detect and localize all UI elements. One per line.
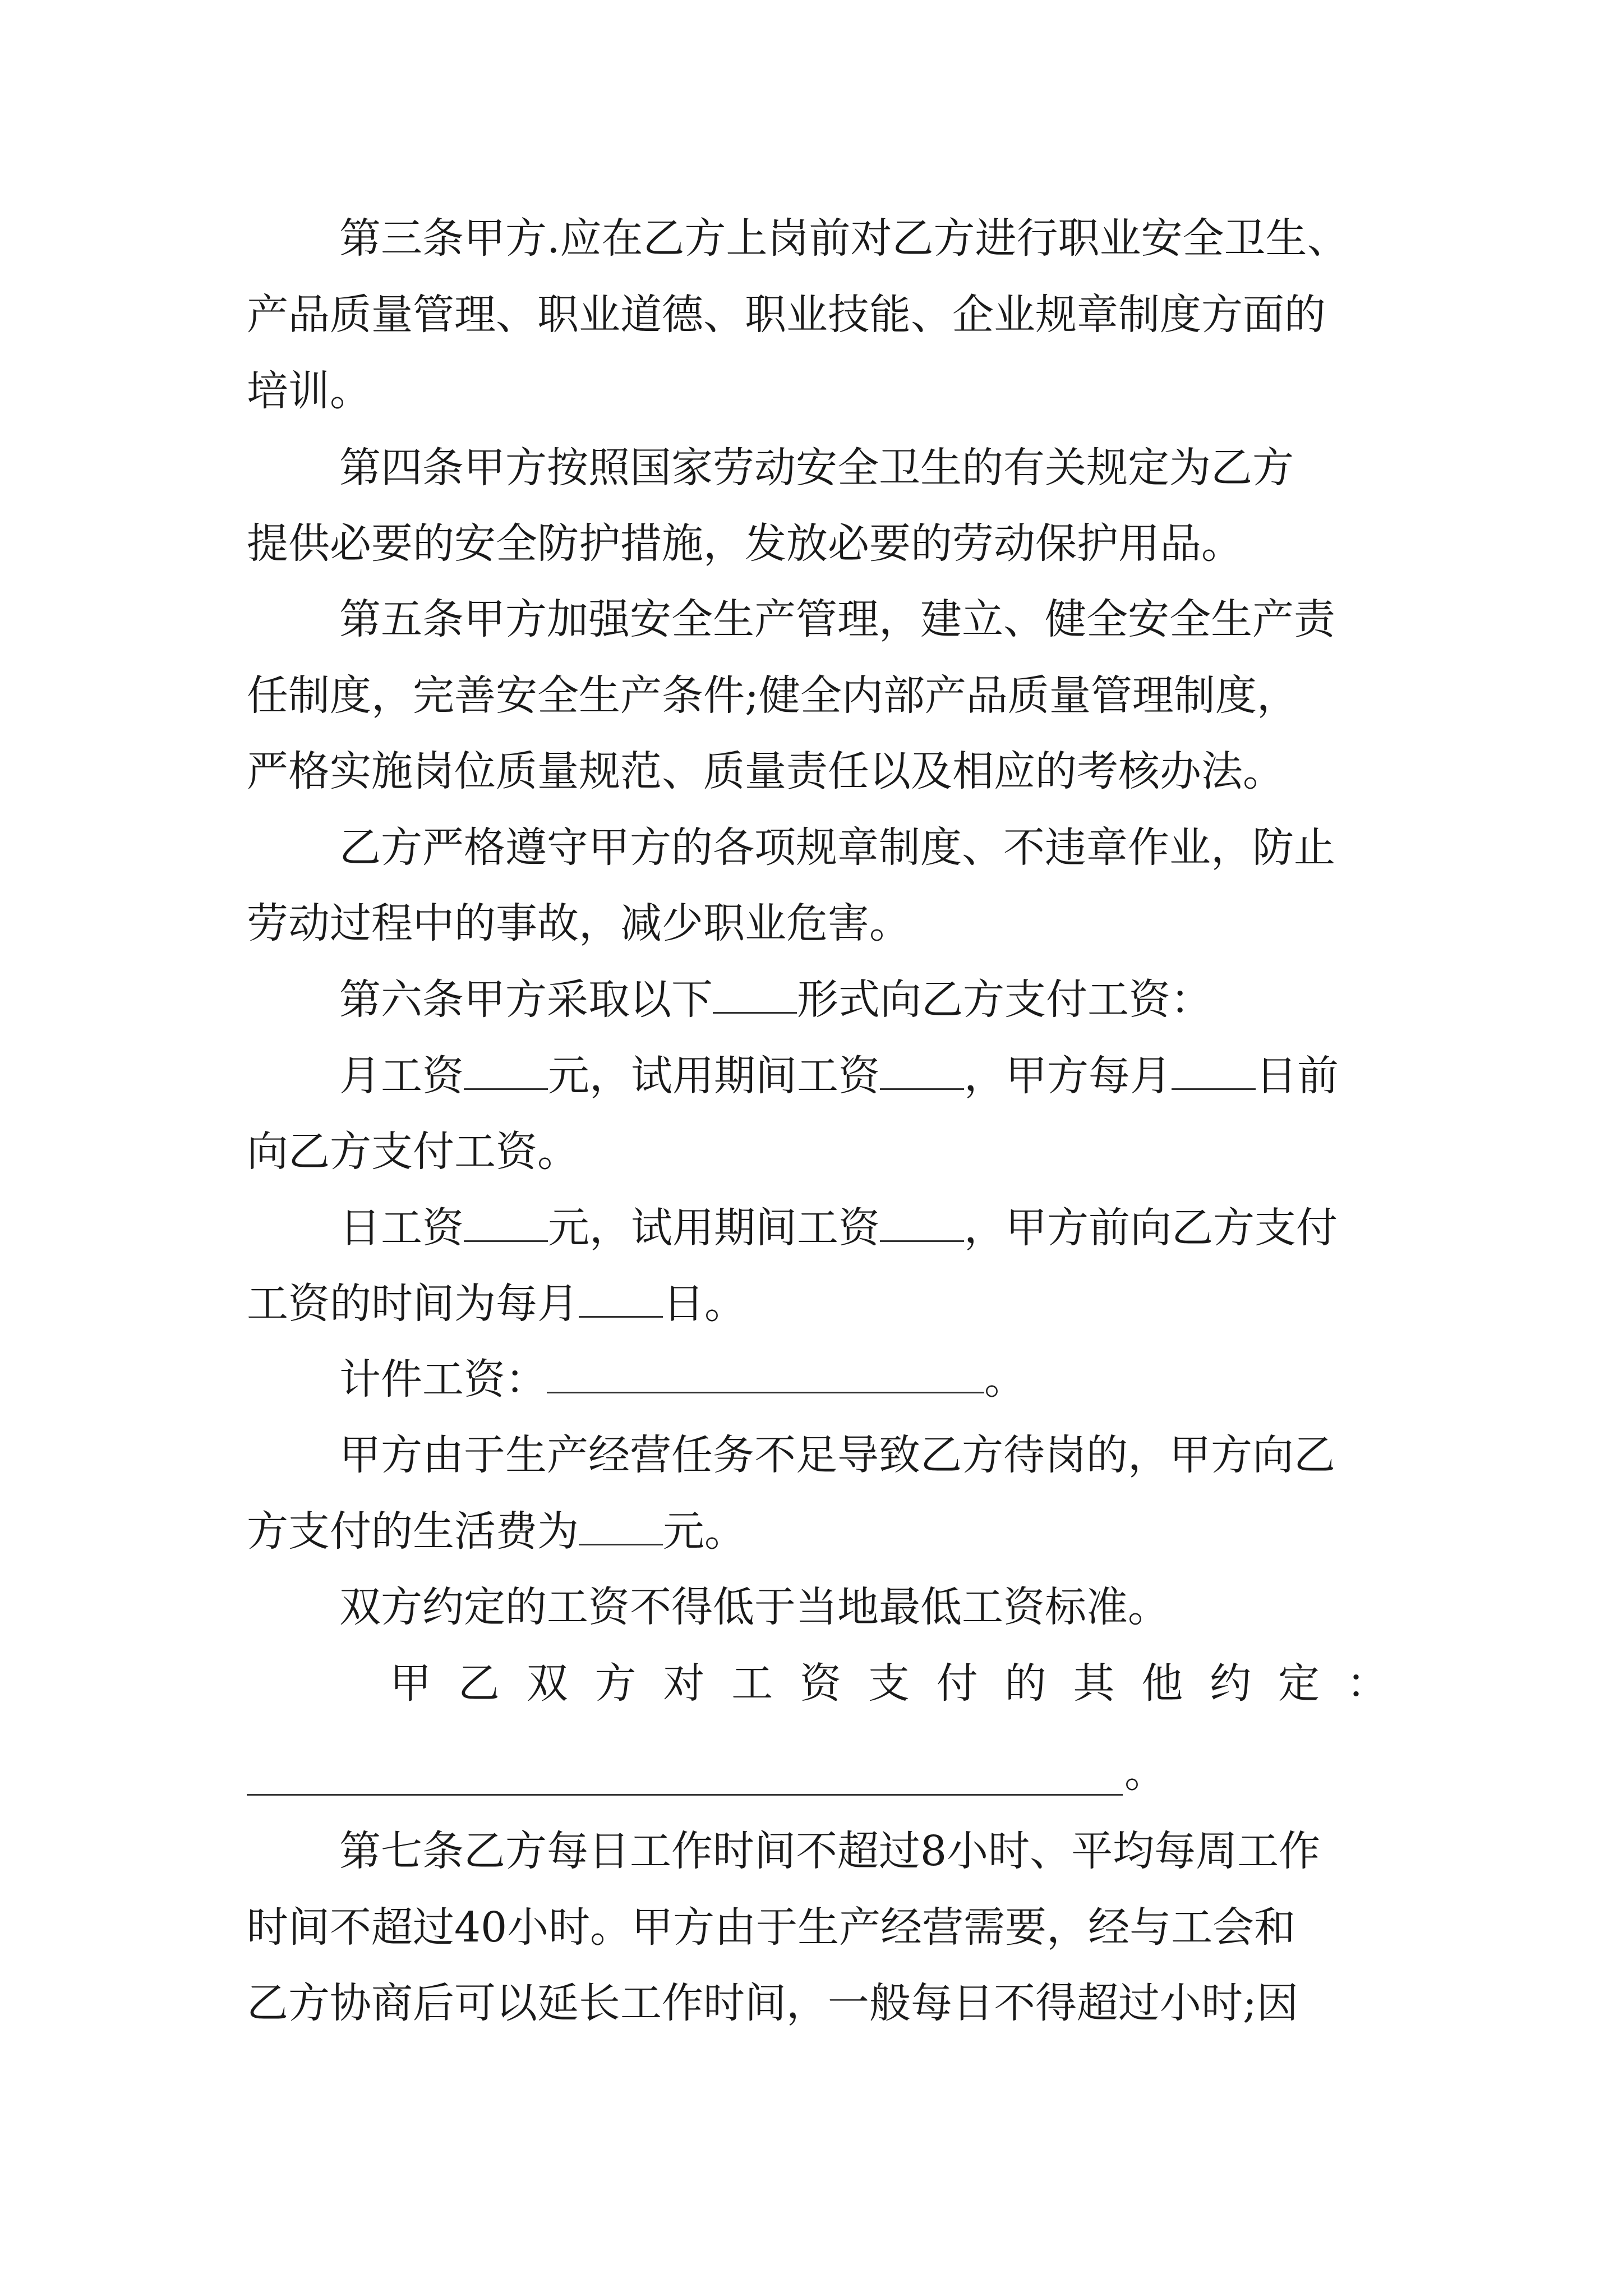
other-agreement-line: [390, 1658, 1388, 1709]
article-6-line: [339, 974, 1212, 1025]
text-char: 的: [1004, 1659, 1046, 1708]
text-segment: 。: [1124, 1749, 1166, 1797]
fill-blank: [547, 1357, 984, 1393]
text-char: 甲: [390, 1659, 431, 1708]
text-char: 资: [800, 1659, 842, 1708]
fill-blank: [880, 1205, 964, 1242]
text-segment: 日前: [1256, 1052, 1339, 1100]
text-char: 支: [868, 1659, 910, 1708]
text-line: 乙方严格遵守甲方的各项规章制度、不违章作业，防止: [339, 823, 1335, 872]
text-segment: ，甲方前向乙方支付: [964, 1204, 1338, 1252]
fill-blank: [464, 1205, 548, 1242]
text-segment: 元，试用期间工资: [548, 1052, 880, 1100]
text-char: 乙: [458, 1659, 500, 1708]
fill-blank-long: [247, 1794, 1123, 1796]
text-char: 方: [594, 1659, 637, 1708]
fill-blank: [464, 1053, 548, 1090]
text-segment: 工资的时间为每月: [247, 1280, 579, 1328]
text-segment: 方支付的生活费为: [247, 1507, 579, 1556]
piece-wage-line: [339, 1354, 1026, 1405]
text-line: 乙方协商后可以延长工作时间，一般每日不得超过小时;因: [247, 1979, 1298, 2027]
text-line: 提供必要的安全防护措施，发放必要的劳动保护用品。: [247, 519, 1243, 568]
text-segment: 元，试用期间工资: [548, 1204, 880, 1252]
text-line: 时间不超过40小时。甲方由于生产经营需要，经与工会和: [247, 1903, 1296, 1952]
monthly-wage-line: [339, 1051, 1339, 1101]
text-line: 甲方由于生产经营任务不足导致乙方待岗的，甲方向乙: [339, 1431, 1335, 1479]
text-char: 定: [1278, 1659, 1320, 1708]
daily-wage-line: [339, 1203, 1338, 1253]
text-segment: 月工资: [339, 1052, 464, 1100]
text-line: 双方约定的工资不得低于当地最低工资标准。: [339, 1583, 1169, 1631]
text-char: 对: [663, 1659, 705, 1708]
text-line: 第五条甲方加强安全生产管理，建立、健全安全生产责: [339, 595, 1335, 643]
fill-blank: [579, 1509, 663, 1545]
text-segment: 。: [984, 1355, 1026, 1404]
text-segment: 元。: [663, 1507, 746, 1556]
text-char: 工: [731, 1659, 773, 1708]
text-segment: 第六条甲方采取以下: [339, 976, 713, 1024]
fill-blank: [579, 1281, 663, 1318]
text-char: 他: [1141, 1659, 1183, 1708]
text-char: 其: [1073, 1659, 1115, 1708]
text-segment: 日。: [663, 1280, 746, 1328]
daily-wage-cont-line: [247, 1278, 746, 1329]
text-char: 约: [1210, 1659, 1252, 1708]
text-segment: 日工资: [339, 1204, 464, 1252]
standby-cont-line: [247, 1506, 746, 1557]
text-line: 严格实施岗位质量规范、质量责任以及相应的考核办法。: [247, 747, 1284, 795]
text-line: 任制度，完善安全生产条件;健全内部产品质量管理制度，: [247, 671, 1298, 720]
text-char: ：: [1346, 1659, 1388, 1708]
fill-blank: [713, 977, 797, 1014]
text-line: 第三条甲方.应在乙方上岗前对乙方进行职业安全卫生、: [339, 214, 1349, 263]
text-line: 向乙方支付工资。: [247, 1128, 579, 1176]
text-char: 付: [936, 1659, 978, 1708]
fill-blank: [1172, 1053, 1256, 1090]
text-line: 第四条甲方按照国家劳动安全卫生的有关规定为乙方: [339, 444, 1294, 492]
text-line: 产品质量管理、职业道德、职业技能、企业规章制度方面的: [247, 291, 1326, 339]
text-segment: ，甲方每月: [964, 1052, 1172, 1100]
text-line: 第七条乙方每日工作时间不超过8小时、平均每周工作: [339, 1827, 1321, 1875]
text-line: 培训。: [247, 367, 371, 415]
text-line: 劳动过程中的事故，减少职业危害。: [247, 899, 911, 947]
text-segment: 计件工资：: [339, 1355, 547, 1404]
text-segment: 形式向乙方支付工资：: [797, 976, 1212, 1024]
fill-blank: [880, 1053, 964, 1090]
text-char: 双: [526, 1659, 568, 1708]
